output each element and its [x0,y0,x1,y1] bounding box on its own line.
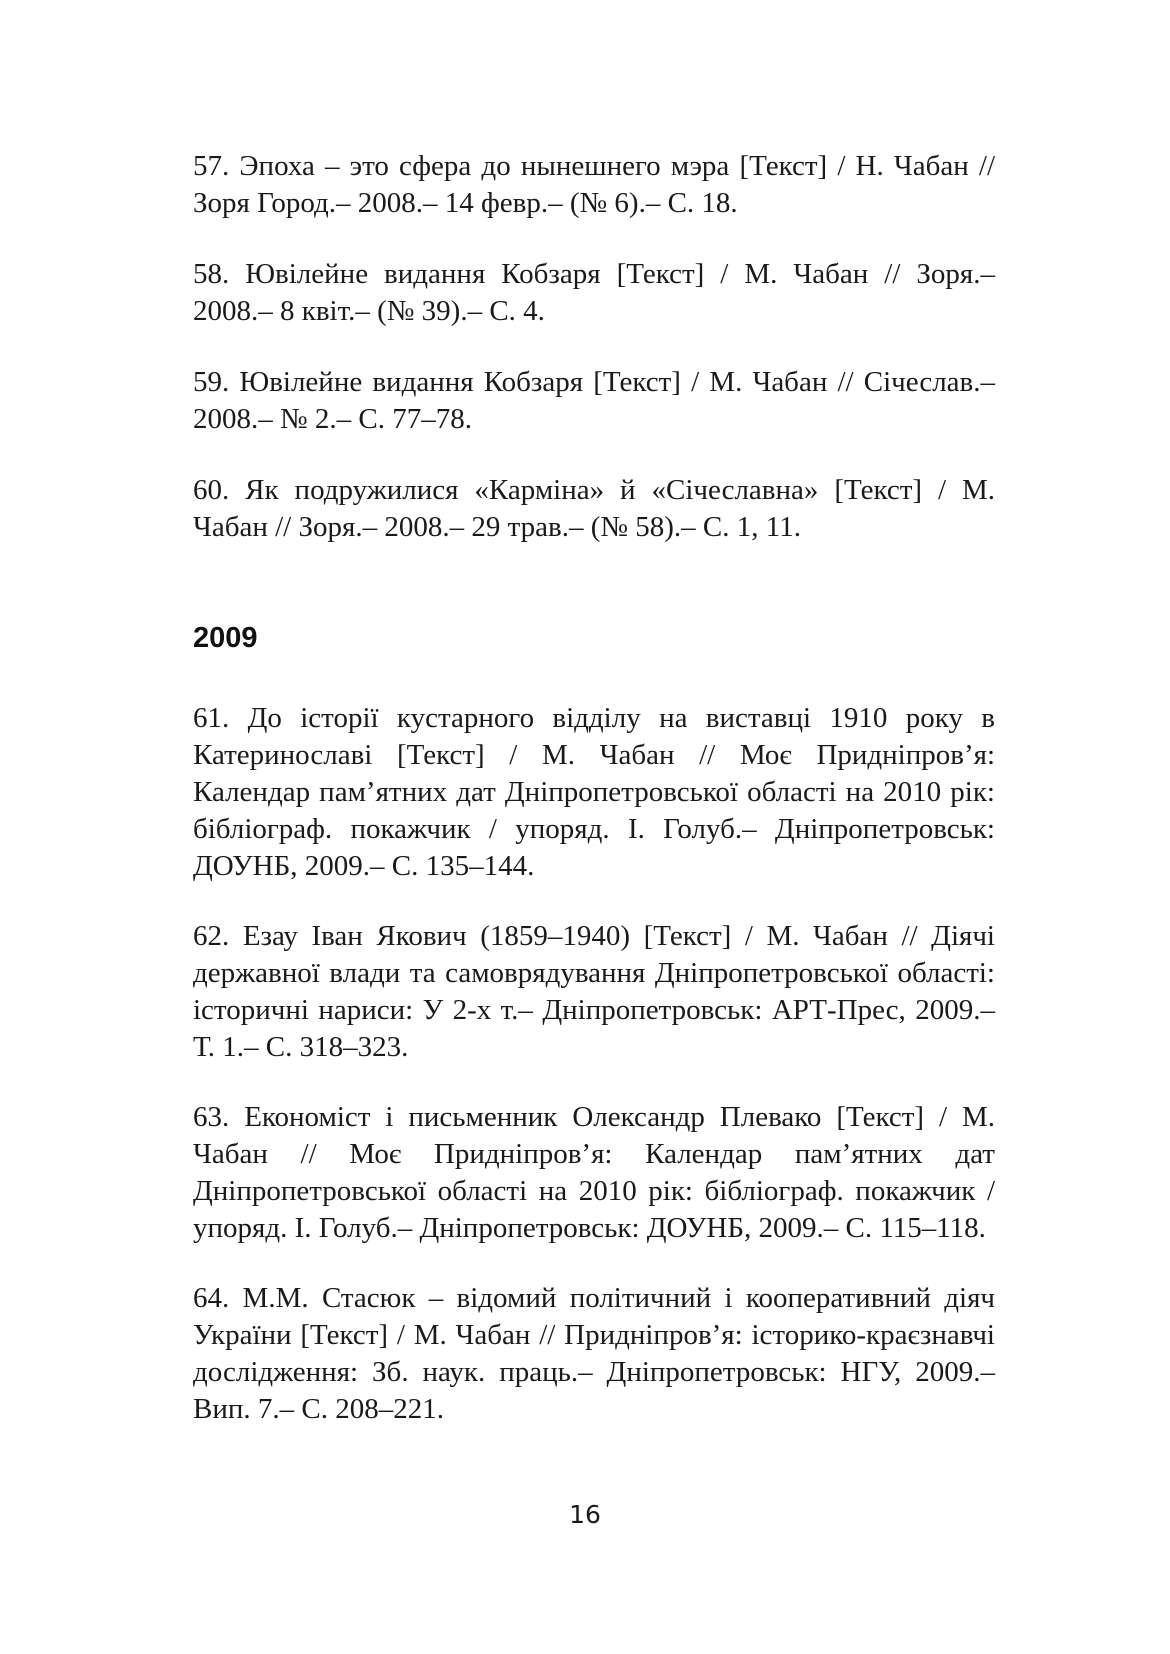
bibliography-entry-60: 60. Як подружилися «Карміна» й «Січеславна» [Текст] / М. Чабан // Зоря.– 2008.– 29 трав.– (№ 58).– С. 1, 11. [193,474,995,543]
bibliography-entry-61: 61. До історії кустарного відділу на виставці 1910 року в Катеринославі [Текст] / М. Чабан // Моє Придніпров’я: Календар пам’ятних дат Дніпропетровської області на 2010 рік: бібліограф. покажчик / упоряд. І. Голуб.– Дніпропетровськ: ДОУНБ, 2009.– С. 135–144. [193,702,995,882]
page-content [193,148,995,1428]
page-number: 16 [569,1500,601,1529]
bibliography-entry-59: 59. Ювілейне видання Кобзаря [Текст] / М. Чабан // Січеслав.– 2008.– № 2.– С. 77–78. [193,366,995,435]
bibliography-entry-58: 58. Ювілейне видання Кобзаря [Текст] / М. Чабан // Зоря.– 2008.– 8 квіт.– (№ 39).– С. 4. [193,258,995,327]
bibliography-entry-57: 57. Эпоха – это сфера до нынешнего мэра [Текст] / Н. Чабан // Зоря Город.– 2008.– 14 февр.– (№ 6).– С. 18. [193,150,995,219]
bibliography-entry-62: 62. Езау Іван Якович (1859–1940) [Текст] / М. Чабан // Діячі державної влади та самоврядування Дніпропетровської області: історичні нариси: У 2-х т.– Дніпропетровськ: АРТ-Прес, 2009.– Т. 1.– С. 318–323. [193,920,995,1063]
bibliography-entry-63: 63. Економіст і письменник Олександр Плевако [Текст] / М. Чабан // Моє Придніпров’я: Календар пам’ятних дат Дніпропетровської області на 2010 рік: бібліограф. покажчик / упоряд. І. Голуб.– Дніпропетровськ: ДОУНБ, 2009.– С. 115–118. [193,1101,995,1244]
section-heading-2009: 2009 [193,622,258,654]
bibliography-entry-64: 64. М.М. Стасюк – відомий політичний і кооперативний діяч України [Текст] / М. Чабан // Придніпров’я: історико-краєзнавчі дослідження: Зб. наук. праць.– Дніпропетровськ: НГУ, 2009.– Вип. 7.– С. 208–221. [193,1282,995,1425]
